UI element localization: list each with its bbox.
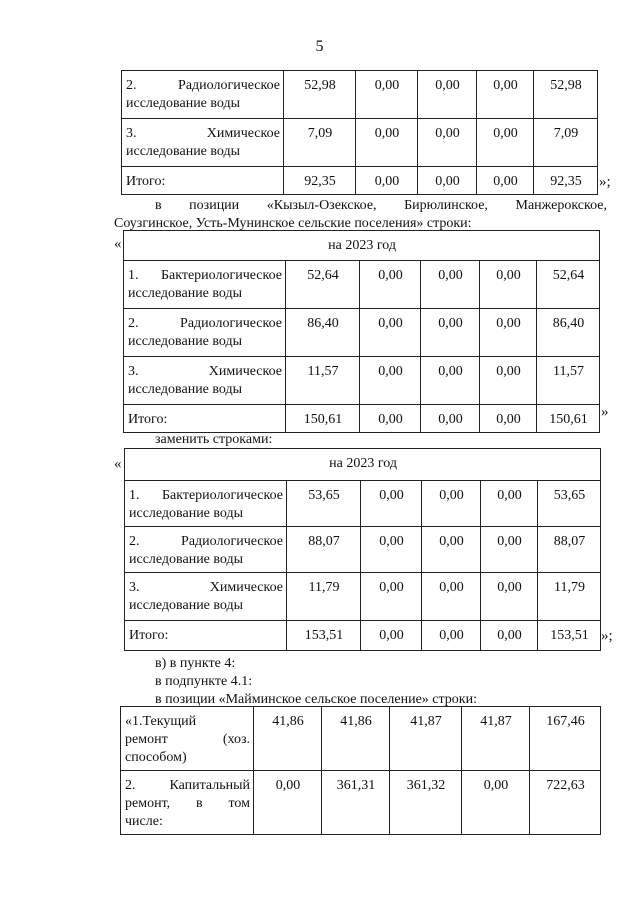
table-cell: 0,00 — [480, 357, 537, 405]
row-label: 2. Радиологическое исследование воды — [122, 71, 284, 119]
table-cell: 0,00 — [356, 167, 418, 195]
table-cell: 41,87 — [390, 707, 462, 771]
row-label: Итого: — [124, 405, 286, 433]
row-label: 1. Бактериологическое исследование воды — [125, 481, 287, 527]
table-cell: 0,00 — [361, 621, 422, 651]
table-cell: 0,00 — [422, 527, 481, 573]
table-cell: 0,00 — [481, 573, 538, 621]
table-row — [125, 573, 601, 621]
table-cell: 88,07 — [287, 527, 361, 573]
table-cell: 53,65 — [287, 481, 361, 527]
table-cell: 41,86 — [254, 707, 322, 771]
table-cell: 0,00 — [360, 357, 421, 405]
opening-quote: « — [114, 236, 122, 252]
table-row — [122, 119, 598, 167]
table-cell: 0,00 — [481, 621, 538, 651]
paragraph-line: в позиции «Кызыл-Озекское, Бирюлинское, Манжерокское, — [155, 198, 607, 213]
table-cell: 0,00 — [356, 71, 418, 119]
table-cell: 0,00 — [480, 261, 537, 309]
table-cell: 361,32 — [390, 771, 462, 835]
table-cell: 0,00 — [421, 357, 480, 405]
table-cell: 7,09 — [534, 119, 598, 167]
closing-quote: » — [601, 404, 609, 420]
table-cell: 0,00 — [361, 573, 422, 621]
table-cell: 0,00 — [418, 167, 477, 195]
table-cell: 0,00 — [421, 261, 480, 309]
table-header-year: на 2023 год — [124, 231, 600, 261]
table-cell: 86,40 — [537, 309, 600, 357]
opening-quote: « — [114, 456, 122, 472]
page-number: 5 — [315, 38, 324, 55]
table-cell: 52,64 — [537, 261, 600, 309]
table-cell: 41,86 — [322, 707, 390, 771]
table-cell: 0,00 — [480, 309, 537, 357]
table-cell: 52,98 — [534, 71, 598, 119]
paragraph-line: Соузгинское, Усть-Мунинское сельские поселения» строки: — [114, 216, 472, 231]
table-cell: 0,00 — [361, 527, 422, 573]
instruction-text: в позиции «Майминское сельское поселение» строки: — [155, 692, 477, 707]
row-label: «1.Текущий ремонт (хоз. способом) — [121, 707, 254, 771]
table-row — [121, 707, 601, 771]
row-label: 2. Капитальный ремонт, в том числе: — [121, 771, 254, 835]
table-cell: 52,64 — [286, 261, 360, 309]
table-cell: 92,35 — [284, 167, 356, 195]
table-cell: 153,51 — [287, 621, 361, 651]
table-cell: 167,46 — [530, 707, 601, 771]
table-cell: 11,79 — [287, 573, 361, 621]
instruction-text: в подпункте 4.1: — [155, 674, 253, 689]
instruction-text: в) в пункте 4: — [155, 656, 236, 671]
row-label: 2. Радиологическое исследование воды — [124, 309, 286, 357]
table-cell: 41,87 — [462, 707, 530, 771]
table-row-total — [122, 167, 598, 195]
table-cell: 88,07 — [538, 527, 601, 573]
table-cell: 0,00 — [361, 481, 422, 527]
row-label: 3. Химическое исследование воды — [124, 357, 286, 405]
table-cell: 153,51 — [538, 621, 601, 651]
table-cell: 0,00 — [422, 573, 481, 621]
row-label: 3. Химическое исследование воды — [125, 573, 287, 621]
table-cell: 0,00 — [422, 621, 481, 651]
table-cell: 0,00 — [422, 481, 481, 527]
table-row — [124, 357, 600, 405]
row-label: 2. Радиологическое исследование воды — [125, 527, 287, 573]
water-cost-table-old — [123, 230, 600, 433]
table-row — [121, 771, 601, 835]
table-cell: 0,00 — [462, 771, 530, 835]
row-label: Итого: — [122, 167, 284, 195]
table-row — [125, 481, 601, 527]
row-label: 1. Бактериологическое исследование воды — [124, 261, 286, 309]
instruction-text: заменить строками: — [155, 432, 273, 447]
table-cell: 0,00 — [481, 527, 538, 573]
table-cell: 0,00 — [477, 119, 534, 167]
table-cell: 7,09 — [284, 119, 356, 167]
table-cell: 92,35 — [534, 167, 598, 195]
table-row-total — [124, 405, 600, 433]
closing-quote: »; — [599, 174, 611, 190]
table-cell: 722,63 — [530, 771, 601, 835]
table-cell: 86,40 — [286, 309, 360, 357]
row-label: Итого: — [125, 621, 287, 651]
table-row — [124, 309, 600, 357]
table-cell: 53,65 — [538, 481, 601, 527]
table-cell: 0,00 — [481, 481, 538, 527]
repair-cost-table — [120, 706, 601, 835]
table-cell: 0,00 — [360, 309, 421, 357]
table-cell: 52,98 — [284, 71, 356, 119]
table-cell: 0,00 — [480, 405, 537, 433]
table-cell: 0,00 — [360, 405, 421, 433]
table-row — [122, 71, 598, 119]
table-cell: 0,00 — [418, 119, 477, 167]
table-row — [124, 261, 600, 309]
closing-quote: »; — [601, 628, 613, 644]
table-cell: 361,31 — [322, 771, 390, 835]
table-cell: 0,00 — [418, 71, 477, 119]
table-cell: 11,57 — [286, 357, 360, 405]
table-cell: 0,00 — [477, 71, 534, 119]
table-header-year: на 2023 год — [125, 449, 601, 481]
table-cell: 11,57 — [537, 357, 600, 405]
table-cell: 0,00 — [254, 771, 322, 835]
table-cell: 11,79 — [538, 573, 601, 621]
table-row — [125, 527, 601, 573]
table-row-total — [125, 621, 601, 651]
table-cell: 0,00 — [421, 405, 480, 433]
table-cell: 0,00 — [477, 167, 534, 195]
water-cost-table-new — [124, 448, 601, 651]
table-cell: 150,61 — [537, 405, 600, 433]
table-cell: 0,00 — [360, 261, 421, 309]
table-cell: 0,00 — [421, 309, 480, 357]
table-cell: 0,00 — [356, 119, 418, 167]
row-label: 3. Химическое исследование воды — [122, 119, 284, 167]
table-cell: 150,61 — [286, 405, 360, 433]
water-cost-table-continued — [121, 70, 598, 195]
